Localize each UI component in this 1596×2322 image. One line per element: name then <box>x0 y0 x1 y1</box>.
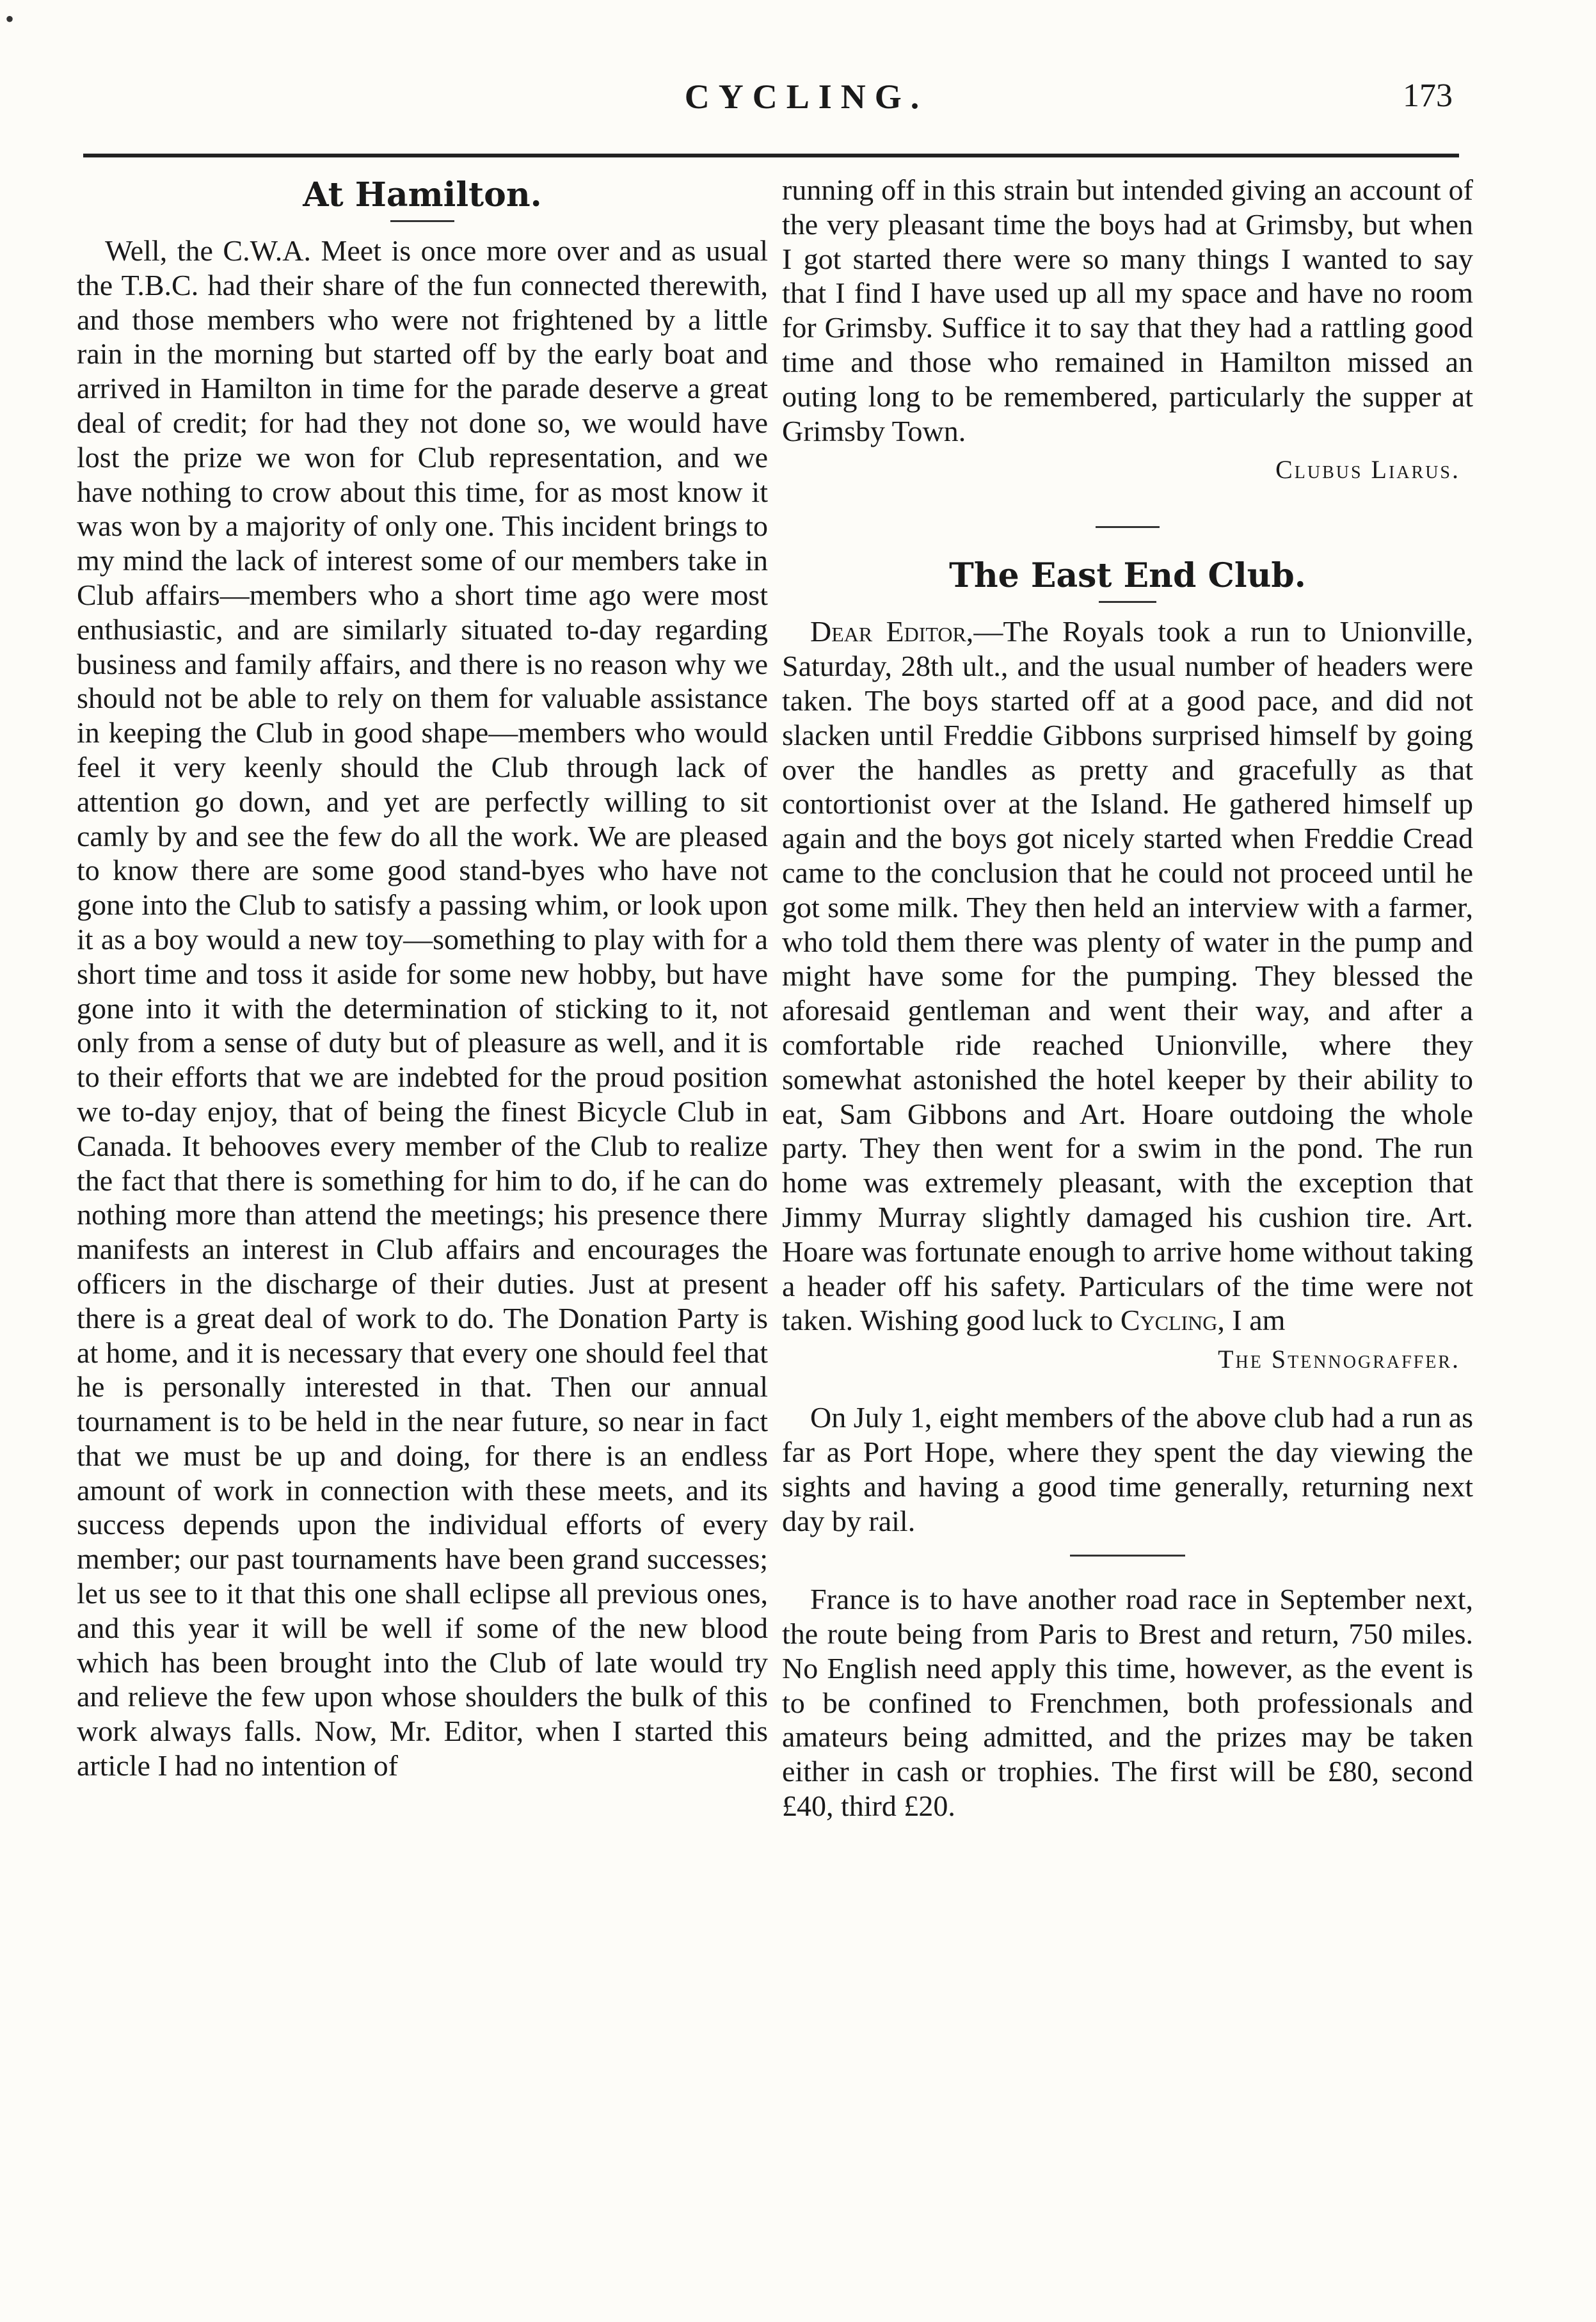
section-divider-2 <box>1070 1555 1185 1557</box>
left-column <box>77 173 768 1783</box>
header-rule <box>83 154 1459 157</box>
port-hope-body: On July 1, eight members of the above club had a run as far as Port Hope, where they spent the day viewing the sights and having a good time generally, returning next day by rail. <box>782 1401 1474 1537</box>
east-end-salutation: Dear Editor, <box>810 615 974 648</box>
hamilton-heading: At Hamilton. <box>303 175 542 214</box>
east-end-closing: , I am <box>1217 1304 1286 1337</box>
corner-mark: • <box>5 4 15 33</box>
section-divider-1 <box>1096 526 1160 528</box>
east-end-magazine-name: Cycling <box>1120 1304 1218 1337</box>
east-end-heading-rule <box>1099 601 1156 603</box>
right-column <box>782 173 1473 1823</box>
page-header <box>77 77 1453 147</box>
hamilton-heading-rule <box>390 220 454 222</box>
east-end-heading: The East End Club. <box>949 556 1306 596</box>
page-number: 173 <box>1403 77 1453 114</box>
east-end-signature: The Stennograffer. <box>1218 1345 1460 1374</box>
running-title: CYCLING. <box>684 77 929 116</box>
east-end-body <box>782 614 1473 1338</box>
hamilton-body-part-2: running off in this strain but intended giving an account of the very pleasant time the boys had at Grimsby, but when I got started there were so many things I wanted to say that I find I have used up all my space and have no room for Grimsby. Suffice it to say that they had a rattling good time and those who remained in Hamilton missed an outing long to be remembered, particularly the supper at Grimsby Town. <box>782 173 1473 447</box>
hamilton-body-part-1: Well, the C.W.A. Meet is once more over and as usual the T.B.C. had their share of the fun connected therewith, and those members who were not frightened by a little rain in the morning but started off by the early boat and arrived in Hamilton in time for the parade deserve a great deal of credit; for had they not done so, we would have lost the prize we won for Club representation, and we have nothing to crow about this time, for as most know it was won by a majority of only one. This incident brings to my mind the lack of interest some of our members take in Club affairs—members who a short time ago were most enthusiastic, and are similarly situated to-day regarding business and family affairs, and there is no reason why we should not be able to rely on them for valuable assistance in keeping the Club in good shape—members who would feel it very keenly should the Club through lack of attention go down, and yet are perfectly willing to sit camly by and see the few do all the work. We are pleased to know there are some good stand-byes who have not gone into the Club to satisfy a passing whim, or look upon it as a boy would a new toy—something to play with for a short time and toss it aside for some new hobby, but have gone into it with the determination of sticking to it, not only from a sense of duty but of pleasure as well, and it is to their efforts that we are indebted for the proud position we to-day enjoy, that of being the finest Bicycle Club in Canada. It behooves every member of the Club to realize the fact that there is something for him to do, if he can do nothing more than attend the meetings; his presence there manifests an interest in Club affairs and encourages the officers in the discharge of their duties. Just at present there is a great deal of work to do. The Donation Party is at home, and it is necessary that every one should feel that he is personally interested in that. Then our annual tournament is to be held in the near future, so near in fact that we must be up and doing, for there is an endless amount of work in connection with these meets, and its success depends upon the individual efforts of every member; our past tournaments have been grand successes; let us see to it that this one shall eclipse all previous ones, and this year it will be well if some of the new blood which has been brought into the Club of late would try and relieve the few upon whose shoulders the bulk of this work always falls. Now, Mr. Editor, when I started this article I had no intention of <box>77 234 768 1782</box>
hamilton-signature: Clubus Liarus. <box>1275 455 1460 484</box>
east-end-text: —The Royals took a run to Unionville, Saturday, 28th ult., and the usual number of headers were taken. The boys started off at a good pace, and did not slacken until Freddie Gibbons surprised himself by going over the handles as pretty and gracefully as that contortionist over at the Island. He gathered himself up again and the boys got nicely started when Freddie Cread came to the conclusion that he could not proceed until he got some milk. They then held an interview with a farmer, who told them there was plenty of water in the pump and might have some for the pumping. They blessed the aforesaid gentleman and went their way, and after a comfortable ride reached Unionville, where they somewhat astonished the hotel keeper by their ability to eat, Sam Gibbons and Art. Hoare outdoing the whole party. They then went for a swim in the pond. The run home was extremely pleasant, with the exception that Jimmy Murray slightly damaged his cushion tire. Art. Hoare was fortunate enough to arrive home without taking a header off his safety. Particulars of the time were not taken. Wishing good luck to <box>782 615 1473 1337</box>
france-body: France is to have another road race in September next, the route being from Paris to Brest and return, 750 miles. No English need apply this time, however, as the event is to be confined to Frenchmen, both professionals and amateurs being admitted, and the prizes may be taken either in cash or trophies. The first will be £80, second £40, third £20. <box>782 1583 1473 1823</box>
